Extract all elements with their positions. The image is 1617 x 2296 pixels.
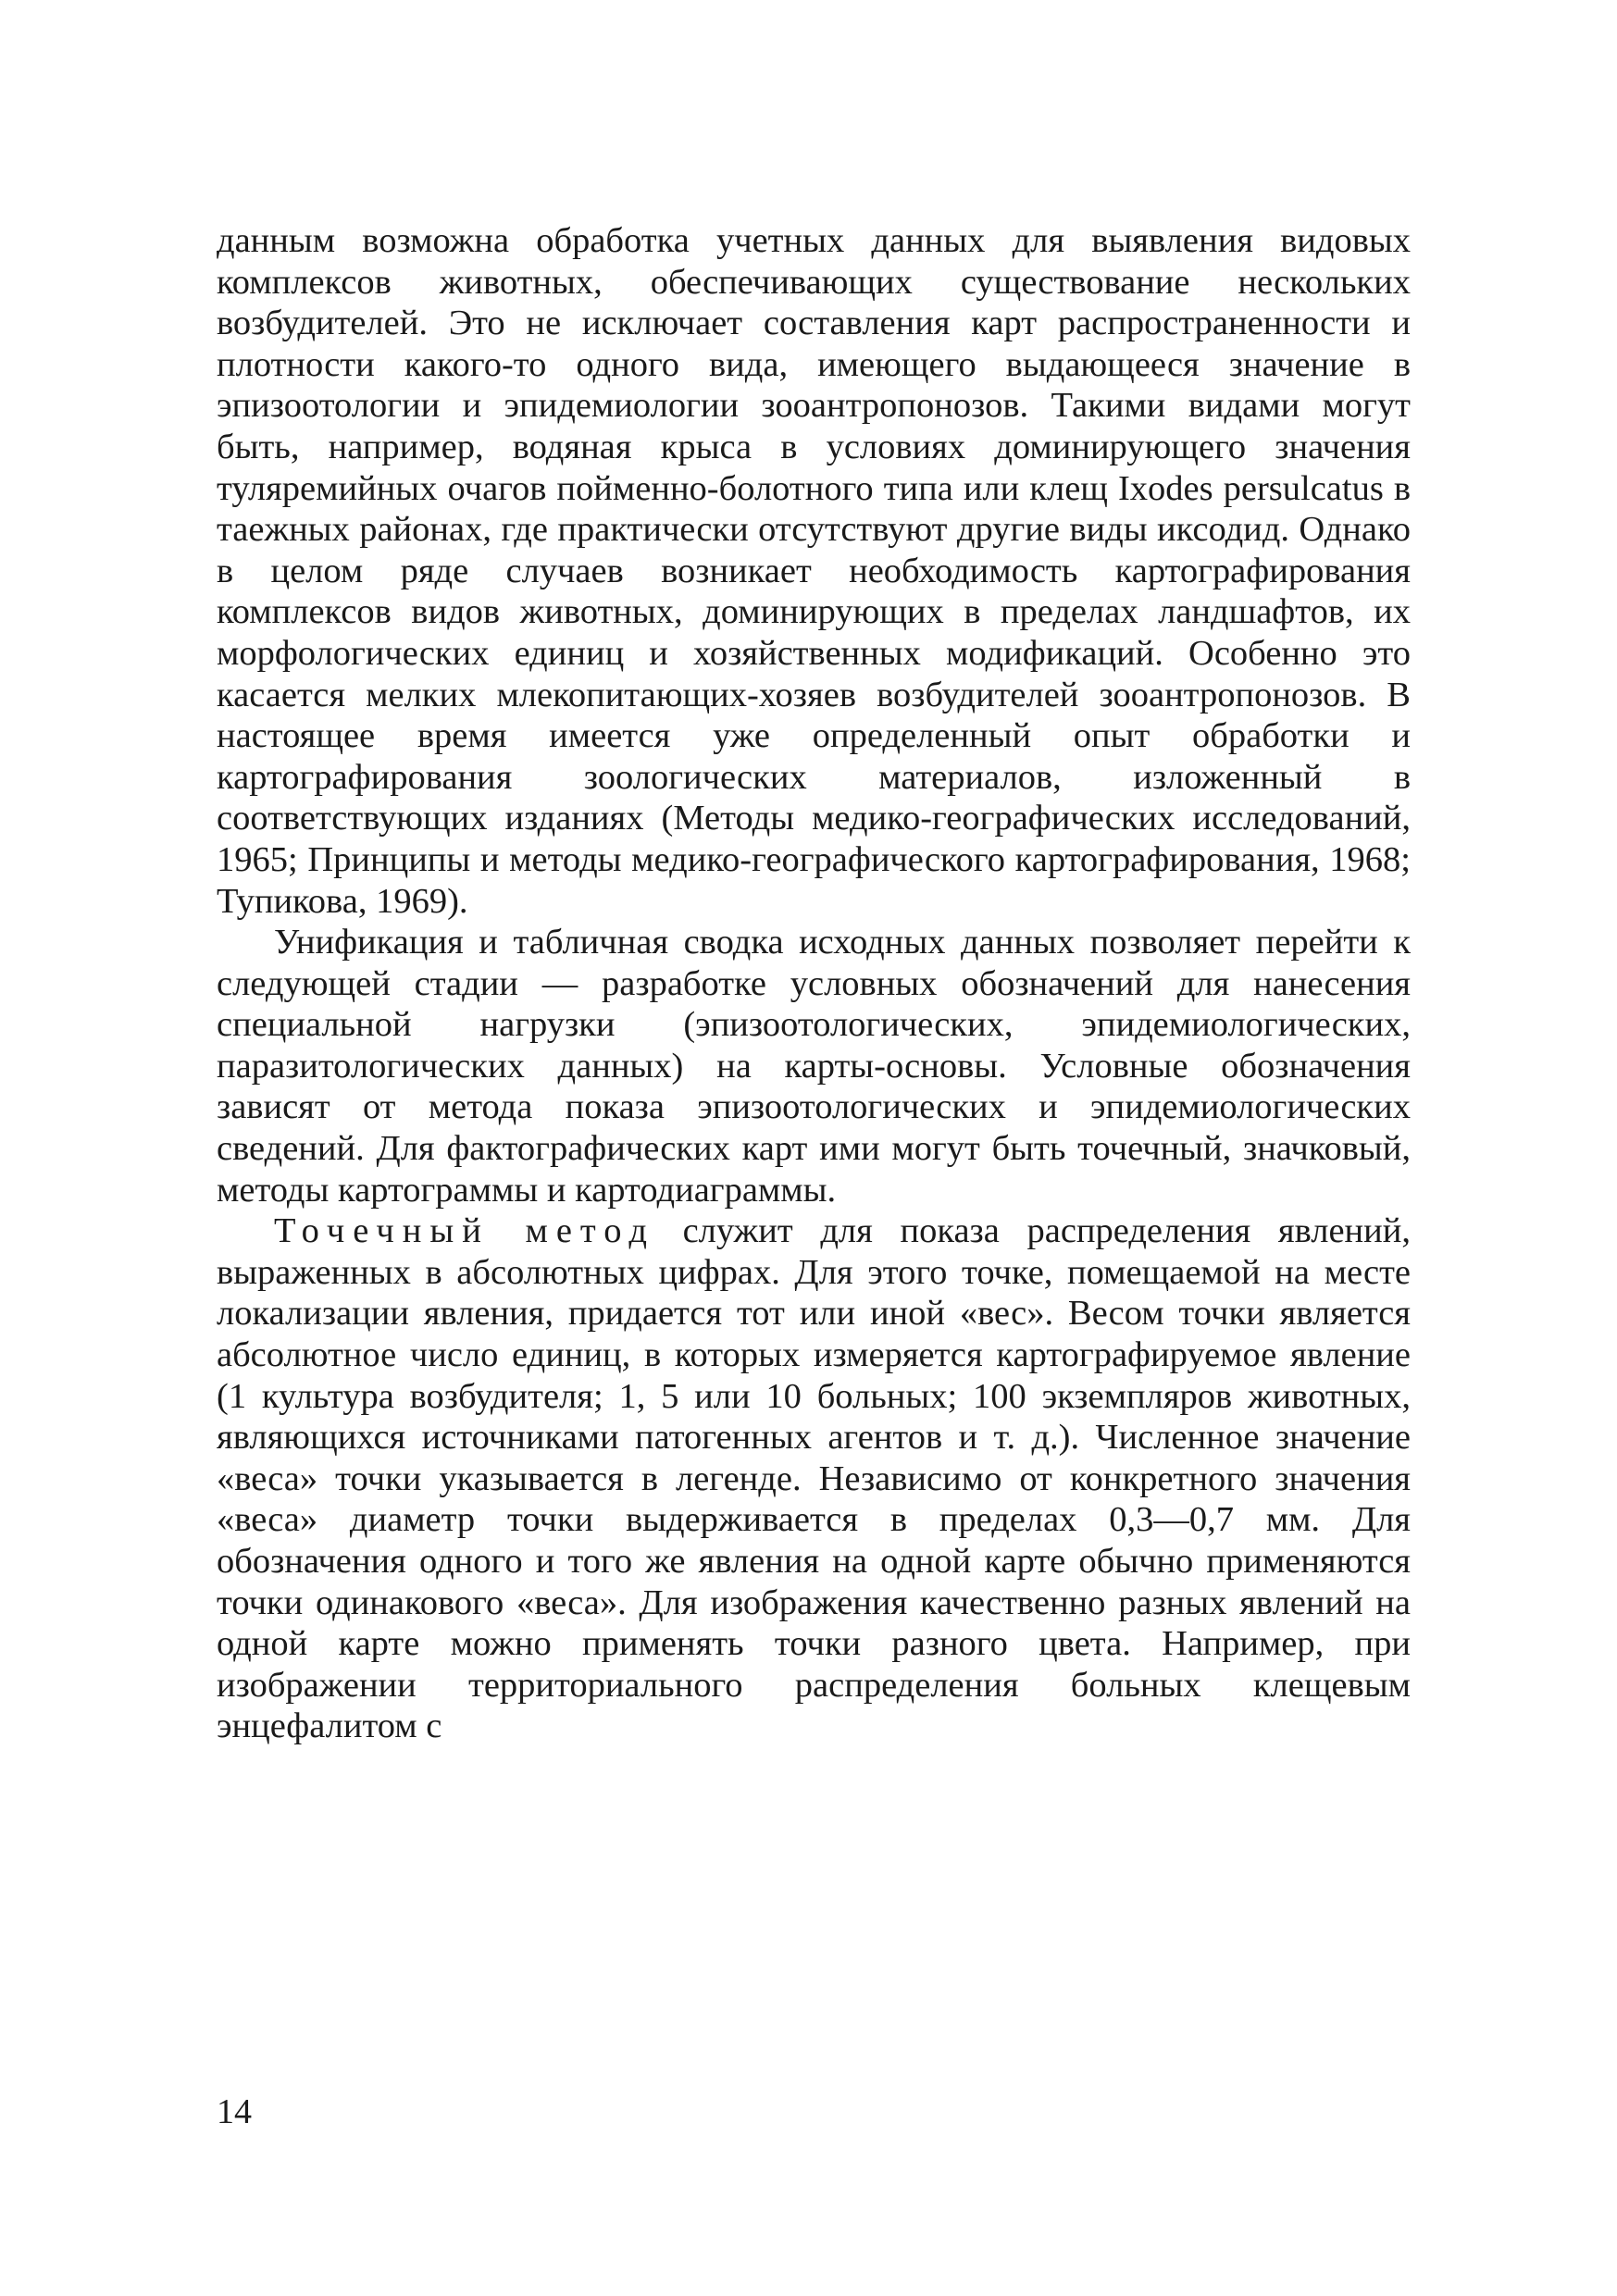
paragraph-dot-method xyxy=(217,1210,1411,1747)
paragraph-continuation: данным возможна обработка учетных данных для выявления видовых комплексов животных, обеспечивающих существование нескольких возбудителей. Это не исключает составления карт распространенности и плотности какого-то одного вида, имеющего выдающееся значение в эпизоотологии и эпидемиологии зооантропонозов. Такими видами могут быть, например, водяная крыса в условиях доминирующего значения туляремийных очагов пойменно-болотного типа или клещ Ixodes persulcatus в таежных районах, где практически отсутствуют другие виды иксодид. Однако в целом ряде случаев возникает необходимость картографирования комплексов видов животных, доминирующих в пределах ландшафтов, их морфологических единиц и хозяйственных модификаций. Особенно это касается мелких млекопитающих-хозяев возбудителей зооантропонозов. В настоящее время имеется уже определенный опыт обработки и картографирования зоологических материалов, изложенный в соответствующих изданиях (Методы медико-географических исследований, 1965; Принципы и методы медико-географического картографирования, 1968; Тупикова, 1969). xyxy=(217,221,1411,921)
paragraph-dot-method-text: служит для показа распределения явлений, выраженных в абсолютных цифрах. Для этого точке, помещаемой на месте локализации явления, придается тот или иной «вес». Весом точки является абсолютное число единиц, в которых измеряется картографируемое явление (1 культура возбудителя; 1, 5 или 10 больных; 100 экземпляров животных, являющихся источниками патогенных агентов и т. д.). Численное значение «веса» точки указывается в легенде. Независимо от конкретного значения «веса» диаметр точки выдерживается в пределах 0,3—0,7 мм. Для обозначения одного и того же явления на одной карте обычно применяются точки одинакового «веса». Для изображения качественно разных явлений на одной карте можно применять точки разного цвета. Например, при изображении территориального распределения больных клещевым энцефалитом с xyxy=(217,1211,1411,1746)
term-dot-method: Точечный метод xyxy=(274,1211,655,1251)
body-text xyxy=(217,220,1411,1747)
paragraph-unification: Унификация и табличная сводка исходных данных позволяет перейти к следующей стадии — разработке условных обозначений для нанесения специальной нагрузки (эпизоотологических, эпидемиологических, паразитологических данных) на карты-основы. Условные обозначения зависят от метода показа эпизоотологических и эпидемиологических сведений. Для фактографических карт ими могут быть точечный, значковый, методы картограммы и картодиаграммы. xyxy=(217,923,1411,1210)
page-number: 14 xyxy=(217,2092,252,2131)
